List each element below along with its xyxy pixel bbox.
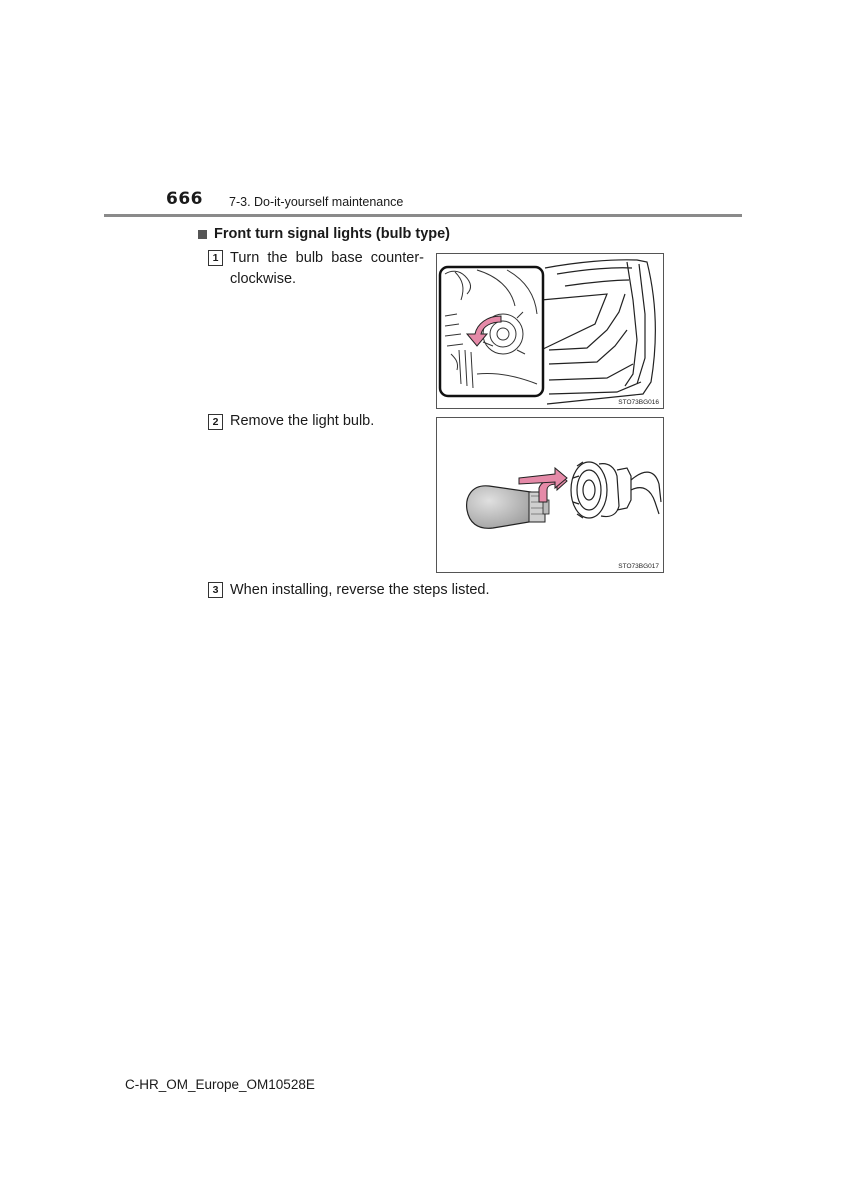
header-rule — [104, 214, 742, 217]
page-number: 666 — [166, 189, 203, 209]
step-number-2: 2 — [208, 414, 223, 430]
bulb-removal-illustration — [437, 418, 663, 572]
step-number-1: 1 — [208, 250, 223, 266]
subsection-heading — [198, 226, 450, 242]
document-code-footer: C-HR_OM_Europe_OM10528E — [125, 1077, 315, 1092]
step-text-1: Turn the bulb base counter-clockwise. — [230, 250, 424, 287]
step-number-3: 3 — [208, 582, 223, 598]
figure-bulb-base-rotation — [436, 253, 664, 409]
step-text-3: When installing, reverse the steps listed. — [230, 582, 490, 598]
figure-bulb-removal — [436, 417, 664, 573]
figure-code-2: STO73BG017 — [618, 563, 659, 570]
step-text-2: Remove the light bulb. — [230, 413, 375, 429]
section-title: 7-3. Do-it-yourself maintenance — [229, 195, 404, 209]
headlamp-illustration — [437, 254, 663, 408]
heading-text: Front turn signal lights (bulb type) — [214, 226, 451, 242]
square-bullet-icon — [198, 230, 207, 239]
figure-code-1: STO73BG016 — [618, 399, 659, 406]
